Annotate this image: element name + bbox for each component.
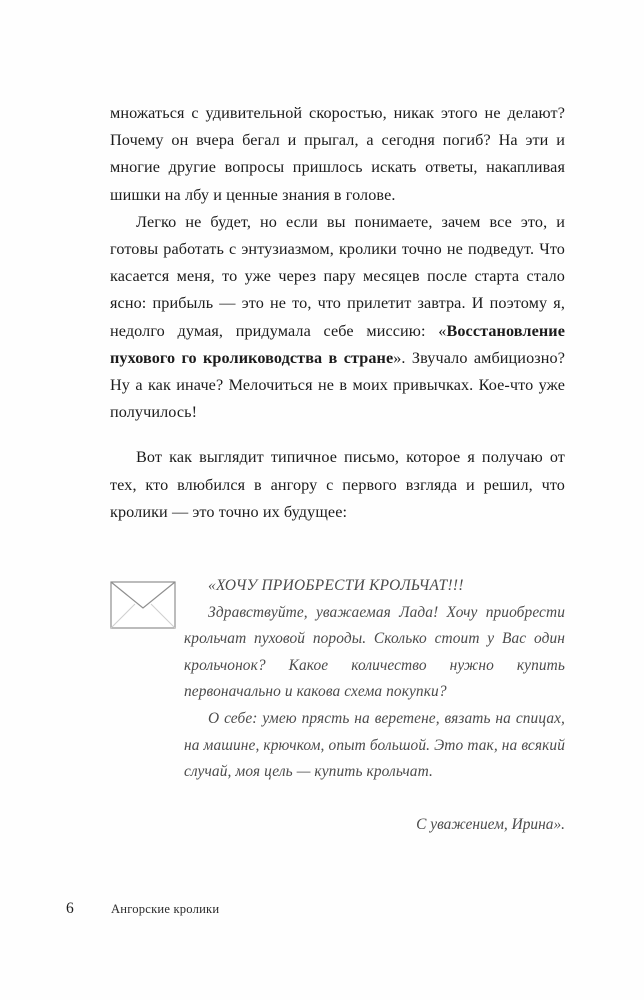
letter-paragraph-1: Здравствуйте, уважаемая Лада! Хочу приобрести крольчат пуховой породы. Сколько стоит у Вас один крольчонок? Какое количество нужно купить первоначально и какова схема покупки? — [184, 603, 565, 701]
page-number: 6 — [66, 900, 74, 917]
letter-text — [184, 573, 565, 838]
mission-phrase-bold: Восстановление пухового го кролиководства в стране — [110, 321, 565, 367]
paragraph-letter-intro: Вот как выглядит типичное письмо, которое я получаю от тех, кто влюбился в ангору с первого взгляда и решил, что кролики — это точно их будущее: — [110, 448, 565, 521]
page-footer — [66, 900, 566, 918]
paragraph-continuation: множаться с удивительной скоростью, никак этого не делают? Почему он вчера бегал и прыгал, а сегодня погиб? На эти и многие другие вопросы пришлось искать ответы, накапливая шишки на лбу и ценные знания в голове. — [110, 104, 565, 204]
paragraph-spacer — [110, 426, 565, 444]
running-title: Ангорские кролики — [111, 902, 220, 916]
quoted-letter-block — [110, 573, 565, 838]
letter-paragraph-2: О себе: умею прясть на веретене, вязать на спицах, на машине, крючком, опыт большой. Это так, на всякий случай, моя цель — купить крольчат. — [184, 709, 565, 781]
paragraph-mission-part1: Легко не будет, но если вы понимаете, зачем все это, и готовы работать с энтузиазмом, кролики точно не подведут. Что касается меня, то уже через пару месяцев после старта стало ясно: прибыль — это не то, что прилетит завтра. И поэтому я, недолго думая, придумала себе миссию: « — [110, 212, 565, 340]
body-text-column — [110, 100, 565, 526]
paragraph-mission-part2: ». Звучало амбициозно? Ну а как иначе? Мелочиться не в моих привычках. Кое-что уже получилось! — [110, 348, 565, 422]
letter-signature: С уважением, Ирина». — [416, 815, 565, 833]
envelope-icon — [110, 573, 184, 629]
letter-heading: «ХОЧУ ПРИОБРЕСТИ КРОЛЬЧАТ!!! — [208, 577, 464, 594]
paragraph-mission — [110, 209, 565, 427]
